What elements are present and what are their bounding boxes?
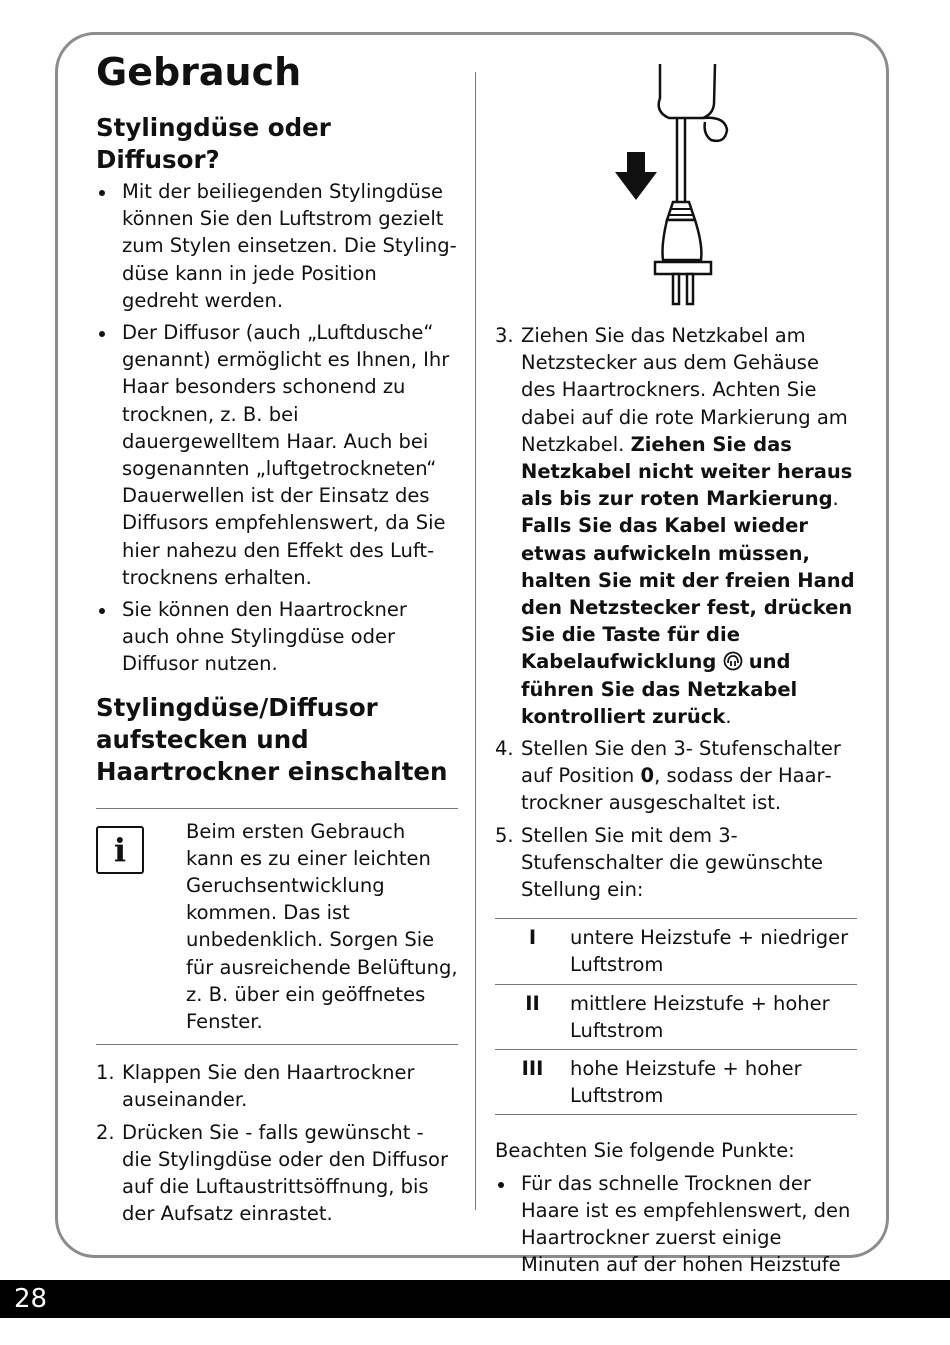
page-number: 28 bbox=[14, 1284, 48, 1314]
list-item: Mit der beiliegenden Stylingdüse können Sie den Luftstrom gezielt zum Stylen einsetzen. Die Stylingdüse kann in jede Position gedreht werden. bbox=[96, 178, 458, 314]
steps-list-right bbox=[495, 322, 857, 903]
column-divider bbox=[475, 72, 476, 1210]
notes-intro: Beachten Sie folgende Punkte: bbox=[495, 1139, 795, 1163]
step-text: Ziehen Sie das Netzkabel am Netzstecker aus dem Gehäuse des Haartrockners. Achten Sie dabei auf die rote Markierung am Netzkabel. bbox=[521, 324, 848, 456]
table-row bbox=[495, 919, 857, 984]
cord-rewind-icon bbox=[723, 651, 743, 671]
step-text: Stellen Sie den 3- Stufenschalter auf Position bbox=[521, 737, 841, 788]
step-text: Stellen Sie mit dem 3-Stufenschalter die gewünschte Stellung ein: bbox=[521, 823, 823, 902]
page-title: Gebrauch bbox=[96, 50, 302, 94]
step-text: Klappen Sie den Haartrockner auseinander. bbox=[122, 1061, 415, 1112]
list-item bbox=[96, 1059, 458, 1113]
heat-level-table bbox=[495, 918, 857, 1115]
table-row bbox=[495, 1050, 857, 1115]
info-icon: i bbox=[96, 826, 144, 874]
position-value: 0 bbox=[640, 764, 655, 788]
right-column bbox=[495, 60, 857, 1311]
steps-list-left bbox=[96, 1059, 458, 1227]
list-item: Sie können den Haartrockner auch ohne Stylingdüse oder Diffusor nutzen. bbox=[96, 596, 458, 678]
step-number: 4. bbox=[495, 737, 514, 761]
styling-bullet-list bbox=[96, 178, 458, 678]
heat-level: II bbox=[525, 991, 540, 1015]
list-item: Der Diffusor (auch „Luftdusche“ genannt) ermöglicht es Ihnen, Ihr Haar besonders schonend zu trocknen, z. B. bei dauergewelltem Haar. Auch bei sogenannten „luftgetrockneten“ Dauerwellen ist der Einsatz des Diffusors empfehlenswert, da Sie hier nahezu den Effekt des Lufttrocknens erhalten. bbox=[96, 319, 458, 591]
list-item bbox=[96, 1119, 458, 1228]
section-heading-attach: Stylingdüse/Diffusor aufstecken und Haartrockner einschalten bbox=[96, 692, 448, 786]
table-row bbox=[495, 985, 857, 1050]
info-box bbox=[96, 808, 458, 1046]
heat-level: I bbox=[528, 926, 537, 950]
page-footer-bar bbox=[0, 1280, 950, 1318]
step-number: 1. bbox=[96, 1061, 115, 1085]
list-item bbox=[495, 822, 857, 904]
power-cord-arrow-illustration bbox=[615, 60, 735, 308]
info-text: Beim ersten Gebrauch kann es zu einer leichten Geruchsentwicklung kommen. Das ist unbedenklich. Sorgen Sie für ausreichende Belüftung, z. B. über ein geöffnetes Fenster. bbox=[186, 819, 458, 1034]
left-column bbox=[96, 48, 458, 1233]
list-item: 3. Ziehen Sie das Netzkabel am Netzstecker aus dem Gehäuse des Haartrockners. Achten Sie dabei auf die rote Markierung am Netzkabel. Ziehen Sie das Netzkabel nicht weiter heraus als bis zur roten Markierung. Falls Sie das Kabel wieder etwas aufwickeln müssen, halten Sie mit der freien Hand den Netzstecker fest, drücken Sie die Taste für die Kabelaufwicklung und führen Sie das Netzkabel kontrolliert zurück. bbox=[495, 324, 855, 728]
step-warning-text: und führen Sie das Netzkabel kontrolliert zurück bbox=[521, 650, 798, 728]
heat-level: III bbox=[521, 1057, 544, 1081]
step-warning-text: Ziehen Sie das Netzkabel nicht weiter heraus als bis zur roten Markierung bbox=[521, 432, 853, 511]
heat-description: hohe Heizstufe + hoher Luftstrom bbox=[570, 1057, 802, 1108]
step-text: Drücken Sie - falls gewünscht - die Stylingdüse oder den Diffusor auf die Luftaustrittsöffnung, bis der Aufsatz einrastet. bbox=[122, 1120, 449, 1226]
list-item: Für das schnelle Trocknen der Haare ist es empfehlenswert, den Haartrockner zuerst einige Minuten auf der hohen Heizstufe bbox=[495, 1170, 857, 1306]
step-number: 5. bbox=[495, 823, 514, 847]
list-item bbox=[495, 735, 857, 817]
step-warning-text: Falls Sie das Kabel wieder etwas aufwickeln müssen, halten Sie mit der freien Hand den Netzstecker fest, drücken Sie die Taste für die Kabelaufwicklung bbox=[521, 514, 855, 674]
step-text: , sodass der Haartrockner ausgeschaltet ist. bbox=[521, 764, 832, 815]
section-heading-styling: Stylingdüse oder Diffusor? bbox=[96, 113, 331, 174]
heat-description: untere Heizstufe + niedriger Luftstrom bbox=[570, 926, 849, 977]
heat-description: mittlere Heizstufe + hoher Luftstrom bbox=[570, 991, 830, 1042]
step-number: 2. bbox=[96, 1120, 115, 1144]
step-number: 3. bbox=[495, 324, 514, 347]
